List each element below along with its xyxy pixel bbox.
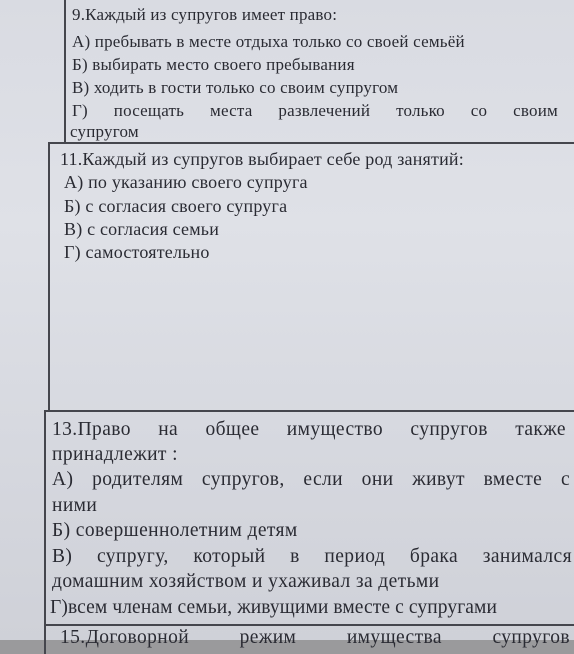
word: также (515, 419, 566, 440)
question-11-option-c: В) с согласия семьи (64, 219, 220, 239)
word: они (361, 469, 394, 490)
word: развлечений (278, 101, 371, 120)
question-9-option-d (72, 102, 558, 119)
word: имущества (346, 627, 442, 648)
question-11-title: 11.Каждый из супругов выбирает себе род занятий: (60, 149, 464, 169)
word: супругов (492, 627, 570, 648)
word: который (193, 546, 266, 567)
word: на (158, 419, 179, 440)
question-13-option-d: Г)всем членам семьи, живущими вместе с супругами (50, 597, 498, 618)
word: со (470, 101, 488, 120)
word: если (303, 469, 343, 490)
question-11-option-a: А) по указанию своего супруга (64, 172, 308, 192)
question-13-option-a (52, 470, 570, 490)
question-9-option-d-continued: супругом (70, 122, 139, 141)
word: живут (412, 469, 465, 490)
question-13-option-c (52, 547, 572, 567)
question-9-option-c: В) ходить в гости только со своим супругом (72, 78, 399, 97)
word: имущество (286, 419, 384, 440)
question-13-option-b: Б) совершеннолетним детям (52, 520, 298, 541)
question-13-title-continued: принадлежит : (52, 444, 178, 465)
question-9-option-a: А) пребывать в месте отдыха только со своей семьёй (72, 32, 465, 51)
word: режим (239, 627, 297, 648)
word: посещать (113, 101, 185, 120)
question-9-title: 9.Каждый из супругов имеет право: (72, 5, 338, 24)
question-13-cell (44, 410, 574, 626)
word: только (396, 101, 445, 120)
word: в (290, 546, 300, 567)
question-13-option-a-continued: ними (52, 495, 98, 516)
word: А) (52, 469, 74, 490)
question-11-option-b: Б) с согласия своего супруга (64, 196, 288, 216)
word: супругов (410, 419, 488, 440)
word: супругов, (201, 469, 285, 490)
question-9-option-b: Б) выбирать место своего пребывания (72, 55, 355, 74)
word: с (560, 469, 570, 490)
word: общее (205, 419, 260, 440)
word: занимался (482, 546, 572, 567)
question-11-option-d: Г) самостоятельно (64, 242, 210, 262)
word: своим (513, 101, 558, 120)
word: 15.Договорной (60, 627, 190, 648)
word: супругу, (96, 546, 169, 567)
word: 13.Право (52, 419, 131, 440)
word: вместе (483, 469, 543, 490)
word: период (324, 546, 386, 567)
word: брака (409, 546, 459, 567)
word: места (210, 101, 253, 120)
word: родителям (92, 469, 184, 490)
word: Г) (72, 101, 88, 120)
question-13-option-c-continued: домашним хозяйством и ухаживал за детьми (52, 571, 440, 592)
question-13-title (52, 420, 566, 440)
question-15-title-partial (60, 628, 570, 648)
word: В) (52, 546, 73, 567)
